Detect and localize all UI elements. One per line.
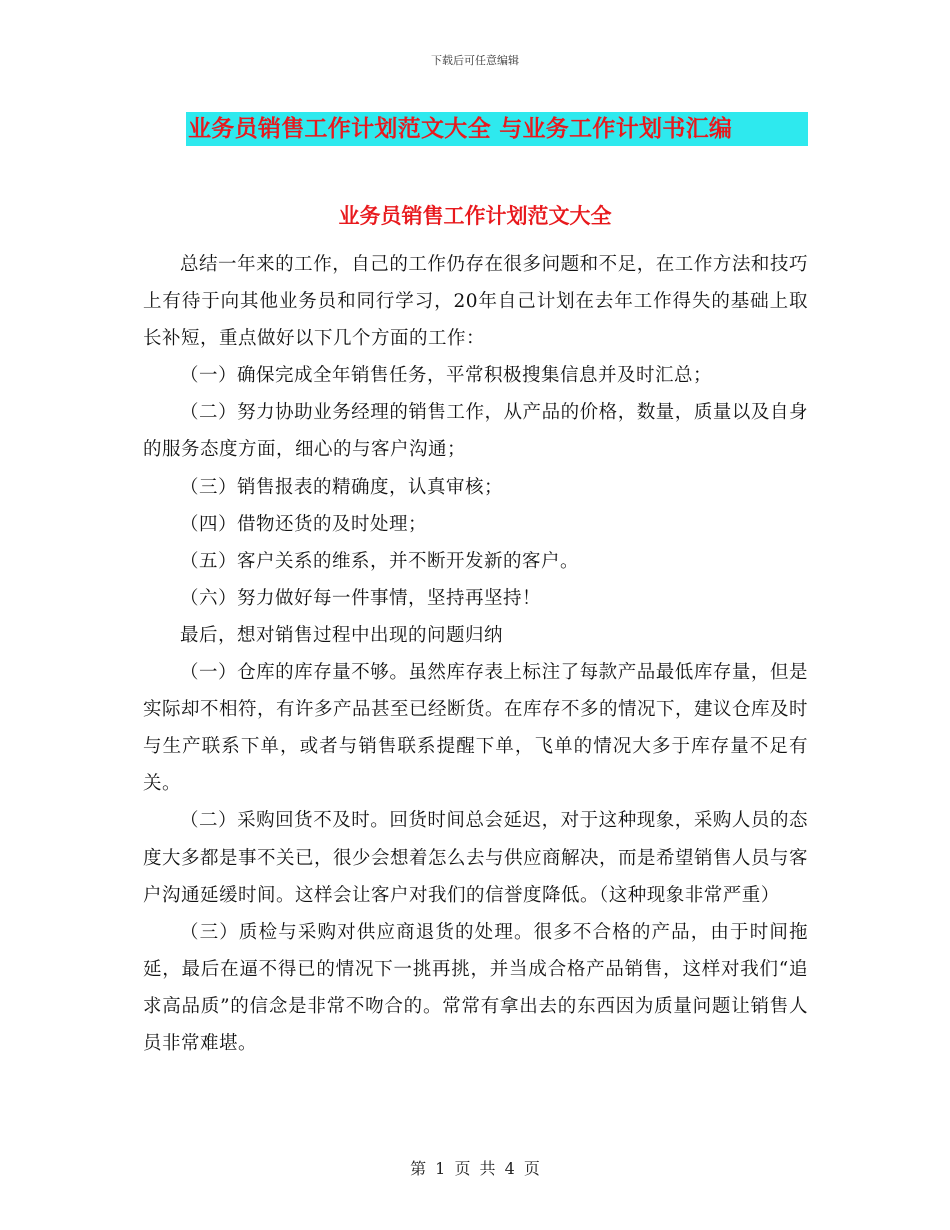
paragraph: 总结一年来的工作，自己的工作仍存在很多问题和不足，在工作方法和技巧上有待于向其他业务员和同行学习，20年自己计划在去年工作得失的基础上取长补短，重点做好以下几个方面的工作：	[143, 254, 808, 350]
paragraph: （三）质检与采购对供应商退货的处理。很多不合格的产品，由于时间拖延，最后在逼不得已的情况下一挑再挑，并当成合格产品销售，这样对我们“追求高品质”的信念是非常不吻合的。常常有拿出去的东西因为质量问题让销售人员非常难堪。	[143, 921, 808, 1054]
header-note: 下载后可任意编辑	[431, 54, 519, 67]
paragraph: （六）努力做好每一件事情，坚持再坚持！	[180, 587, 542, 609]
paragraph: 最后，想对销售过程中出现的问题归纳	[180, 624, 504, 646]
main-title: 业务员销售工作计划范文大全 与业务工作计划书汇编	[188, 116, 733, 142]
document-body	[143, 246, 808, 1062]
section-title: 业务员销售工作计划范文大全	[338, 204, 612, 228]
main-title-highlight	[186, 112, 808, 146]
paragraph: （三）销售报表的精确度，认真审核；	[180, 476, 504, 498]
page-footer: 第 1 页 共 4 页	[410, 1159, 540, 1178]
paragraph: （二）采购回货不及时。回货时间总会延迟，对于这种现象，采购人员的态度大多都是事不关已，很少会想着怎么去与供应商解决，而是希望销售人员与客户沟通延缓时间。这样会让客户对我们的信誉度降低。（这种现象非常严重）	[143, 810, 809, 906]
paragraph: （五）客户关系的维系，并不断开发新的客户。	[180, 550, 580, 572]
paragraph: （一）确保完成全年销售任务，平常积极搜集信息并及时汇总；	[180, 365, 713, 387]
paragraph: （一）仓库的库存量不够。虽然库存表上标注了每款产品最低库存量，但是实际却不相符，有许多产品甚至已经断货。在库存不多的情况下，建议仓库及时与生产联系下单，或者与销售联系提醒下单，飞单的情况大多于库存量不足有关。	[143, 662, 809, 795]
paragraph: （四）借物还货的及时处理；	[180, 513, 428, 535]
paragraph: （二）努力协助业务经理的销售工作，从产品的价格，数量，质量以及自身的服务态度方面，细心的与客户沟通；	[143, 402, 808, 461]
